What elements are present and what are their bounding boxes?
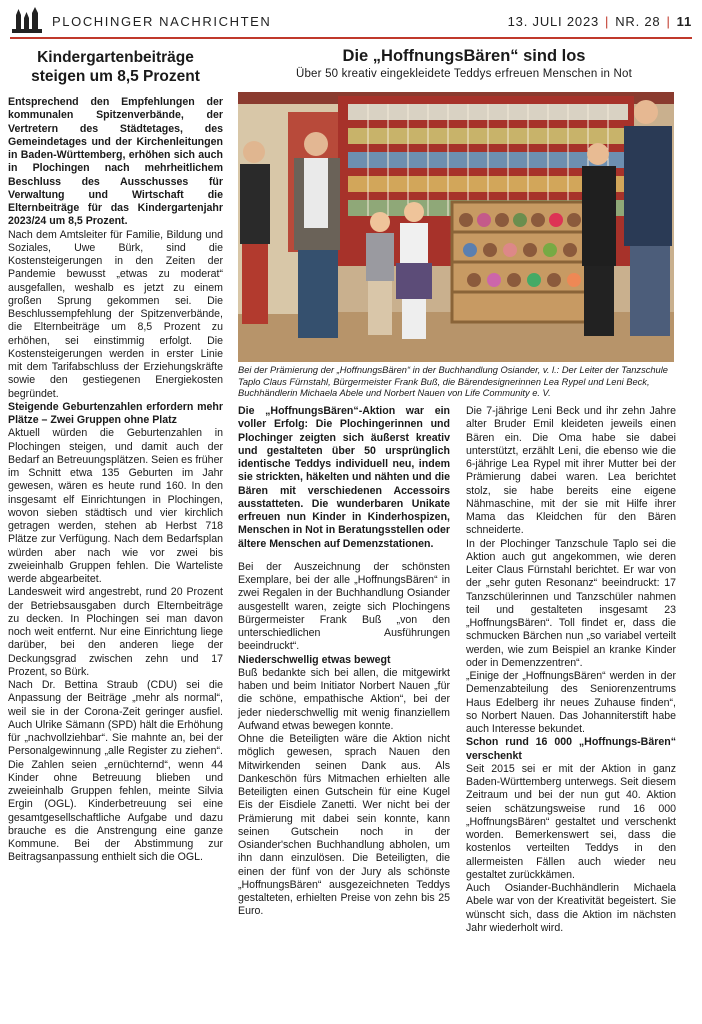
article-paragraph: Ohne die Beteiligten wäre die Aktion nicht möglich gewesen, sprach Nauen den Mitwirkenden seinen Dank aus. Als Dankeschön fürs Mitmachen erhielten alle Beteiligten einen Gutschein für eine Kugel Eis der Eisdiele Zanetti. Wer nicht bei der Prämierung mit dabei sein konnte, kann seinen Gutschein noch in der Osiander'schen Buchhandlung abholen, um ihn dann einzulösen. Die Beteiligten, die einen der fünf von der Jury als schönste „HoffnungsBären“ ausgezeichneten Teddys gestalteten, erhielten Preise von zehn bis 25 Euro. [238,733,450,918]
article-paragraph: Aktuell würden die Geburtenzahlen in Plochingen steigen, und damit auch der Bedarf an Betreuungsplätzen. Seien es früher im Schnitt etwa 135 Geburten im Jahr gewesen, wären es heute rund 160. In den insgesamt elf Einrichtungen in Plochingen, wovon sieben städtisch und vier kirchlich getragen werden, stehen ab Herbst 718 Plätze zur Verfügung. Nach dem Bedarfsplan würden aber nach wie vor zwei bis zweieinhalb Gruppen fehlen. Die Warteliste werde abgearbeitet. [8,427,223,585]
kindergarten-article [8,48,223,865]
article-paragraph: Auch Osiander-Buchhändlerin Michaela Abele war von der Kreativität begeistert. Sie wünscht sich, dass die Aktion im nächsten Jahr wiederholt wird. [466,882,676,934]
article-paragraph: „Einige der „HoffnungsBären“ werden in der Demenzabteilung des Seniorenzentrums Haus Edelberg ihr neues Zuhause finden“, so Norbert Nauen. Das Johanniterstift habe auch Interesse bekundet. [466,670,676,735]
article-title: Kindergartenbeiträge steigen um 8,5 Prozent [31,49,200,85]
article-photo [238,92,674,362]
article-paragraph: Nach Dr. Bettina Straub (CDU) sei die Anpassung der Beiträge „mehr als normal“, weil sie in der Corona-Zeit geringer ausfiel. Auch Ulrike Sämann (SPD) hält die Erhöhung für „nachvollziehbar“. Sie mahnte an, bei der Personalgewinnung „alle Register zu ziehen“. Die Zahlen seien „ernüchternd“, wenn 44 Kinder ohne Betreuung blieben und zweieinhalb Gruppen fehlen, meinte Silvia Ergin (OGL). Kinderbetreuung sei eine gesamtgesellschaftliche Aufgabe und dazu brauche es die Anstrengung eine ganze Kommune. Bei der Abstimmung zur Beitragsanpassung enthielt sich die OGL. [8,679,223,864]
article-paragraph: In der Plochinger Tanzschule Taplo sei die Aktion auch gut angekommen, wie deren Leiter Claus Fürnstahl berichtet. Er war von der „sehr guten Resonanz“ beeindruckt: 17 Tanzschülerinnen und Tanzschüler nahmen teil und gestalteten insgesamt 23 „HoffnungsBären“. Toll findet er, dass die schmucken Bärchen nun „so variabel verteilt werden, wie zum Beispiel an kranke Kinder oder in Demenzzentren“. [466,537,676,669]
page-number: 11 [676,13,692,29]
issue-number: NR. 28 [615,13,661,29]
article-subhead: Schon rund 16 000 „Hoffnungs-Bären“ verschenkt [466,736,676,762]
article-paragraph: Buß bedankte sich bei allen, die mitgewirkt haben und beim Initiator Norbert Nauen „für die schöne, empathische Aktion“, bei der jeder niederschwellig mit wenig finanziellem Aufwand etwas bewegen konnte. [238,666,450,732]
header-rule [10,37,692,39]
hoffnungsbaeren-column-1 [238,405,450,919]
article-paragraph: Seit 2015 sei er mit der Aktion in ganz Baden-Württemberg unterwegs. Seit diesem Zeitraum und bei der nun gut 40. Aktion seien schätzungsweise rund 16 000 „HoffnungsBären“ gestaltet und verschenkt worden. Bemerkenswert sei, dass die kostenlos verteilten Teddys in den allermeisten Fällen auch wieder neu gestaltet zurückkämen. [466,762,676,881]
person-figure [240,141,270,324]
masthead [10,6,692,36]
article-paragraph: Die 7-jährige Leni Beck und ihr zehn Jahre alter Bruder Emil kleideten jeweils einen Bären ein. Die Oma habe sie dabei unterstützt, erzählt Leni, die ebenso wie die 6-jährige Lea Rypel mit ihrer Mutter bei der Prämierung dabei waren. Lea berichtet stolz, sie habe bereits eine eigene Nähmaschine, mit der sie mit Hilfe ihrer Mama das Kleidchen für den Bären schneiderte. [466,405,676,537]
bookstore-group-photo [238,92,674,362]
newspaper-name: PLOCHINGER NACHRICHTEN [52,13,272,29]
article-paragraph: Nach dem Amtsleiter für Familie, Bildung und Soziales, Uwe Bürk, sind die Kostensteigerungen in den Zeiten der Pandemie bewusst „etwas zu moderat“ ausgefallen, weshalb es jetzt zu einem großen Sprung gekommen sei. Die Beschlussempfehlung der Spitzenverbände, die Elternbeiträge um 8,5 Prozent zu erhöhen, sei einstimmig erfolgt. Die Kostensteigerungen werden in erster Linie mit dem Tarifabschluss der Erziehungskräfte sowie den gestiegenen Energiekosten begründet. [8,228,223,400]
article-lead: Entsprechend den Empfehlungen der kommunalen Spitzenverbände, der Vertretern des Städtetages, des Gemeindetages und der Kirchenleitungen in Baden-Württemberg, erhöhen sich auch in Plochingen nach mehrheitlichem Beschluss des Ausschusses für Verwaltung und Wirtschaft die Elternbeiträge für das Kindergartenjahr 2023/24 um 8,5 Prozent. [8,96,223,228]
hoffnungsbaeren-column-2 [466,405,676,935]
issue-info [508,14,692,29]
issue-date: 13. JULI 2023 [507,13,600,29]
plochingen-logo-icon [10,7,44,35]
article-subhead: Steigende Geburtenzahlen erfordern mehr Plätze – Zwei Gruppen ohne Platz [8,400,223,426]
article-paragraph: Bei der Auszeichnung der schönsten Exemplare, bei der alle „HoffnungsBären“ in zwei Regalen in der Buchhandlung Osiander ausgestellt waren, zeigte sich Plochingens Bürgermeister Frank Buß „von den unterschiedlichen Ausführungen beeindruckt“. [238,560,450,653]
article-subtitle: Über 50 kreativ eingekleidete Teddys erfreuen Menschen in Not [295,68,633,80]
article-paragraph: Landesweit wird angestrebt, rund 20 Prozent der Betriebsausgaben durch Elternbeiträge zu decken. In Plochingen sei man davon noch weit entfernt. Nur eine Einrichtung liege darüber, bei den anderen liege der Deckungsgrad zwischen zehn und 17 Prozent, so Bürk. [8,586,223,678]
article-subhead: Niederschwellig etwas bewegt [238,653,391,666]
hoffnungsbaeren-header [236,46,692,80]
separator: | [666,13,671,29]
separator: | [605,13,610,29]
article-title: Die „HoffnungsBären“ sind los [342,47,586,65]
photo-caption: Bei der Prämierung der „HoffnungsBären“ in der Buchhandlung Osiander, v. l.: Der Leiter der Tanzschule Taplo Claus Fürnstahl, Bürgermeister Frank Buß, die Bärendesignerinnen Lea Rypel und Leni Beck, Buchhändlerin Michaela Abele und Norbert Nauen von Life Community e. V. [238,365,668,398]
article-lead: Die „HoffnungsBären“-Aktion war ein voller Erfolg: Die Plochingerinnen und Plochinger zeigten sich äußerst kreativ und gestalteten über 50 ursprünglich identische Teddys individuell neu, indem sie strickten, häkelten und nähten und die Bären mit verschiedenen Accessoirs ausstatteten. Die wunderbaren Unikate erfreuen nun Kinder in Kinderhospizen, Menschen in Not in Beratungsstellen oder ältere Menschen auf Demenzstationen. [238,405,450,550]
